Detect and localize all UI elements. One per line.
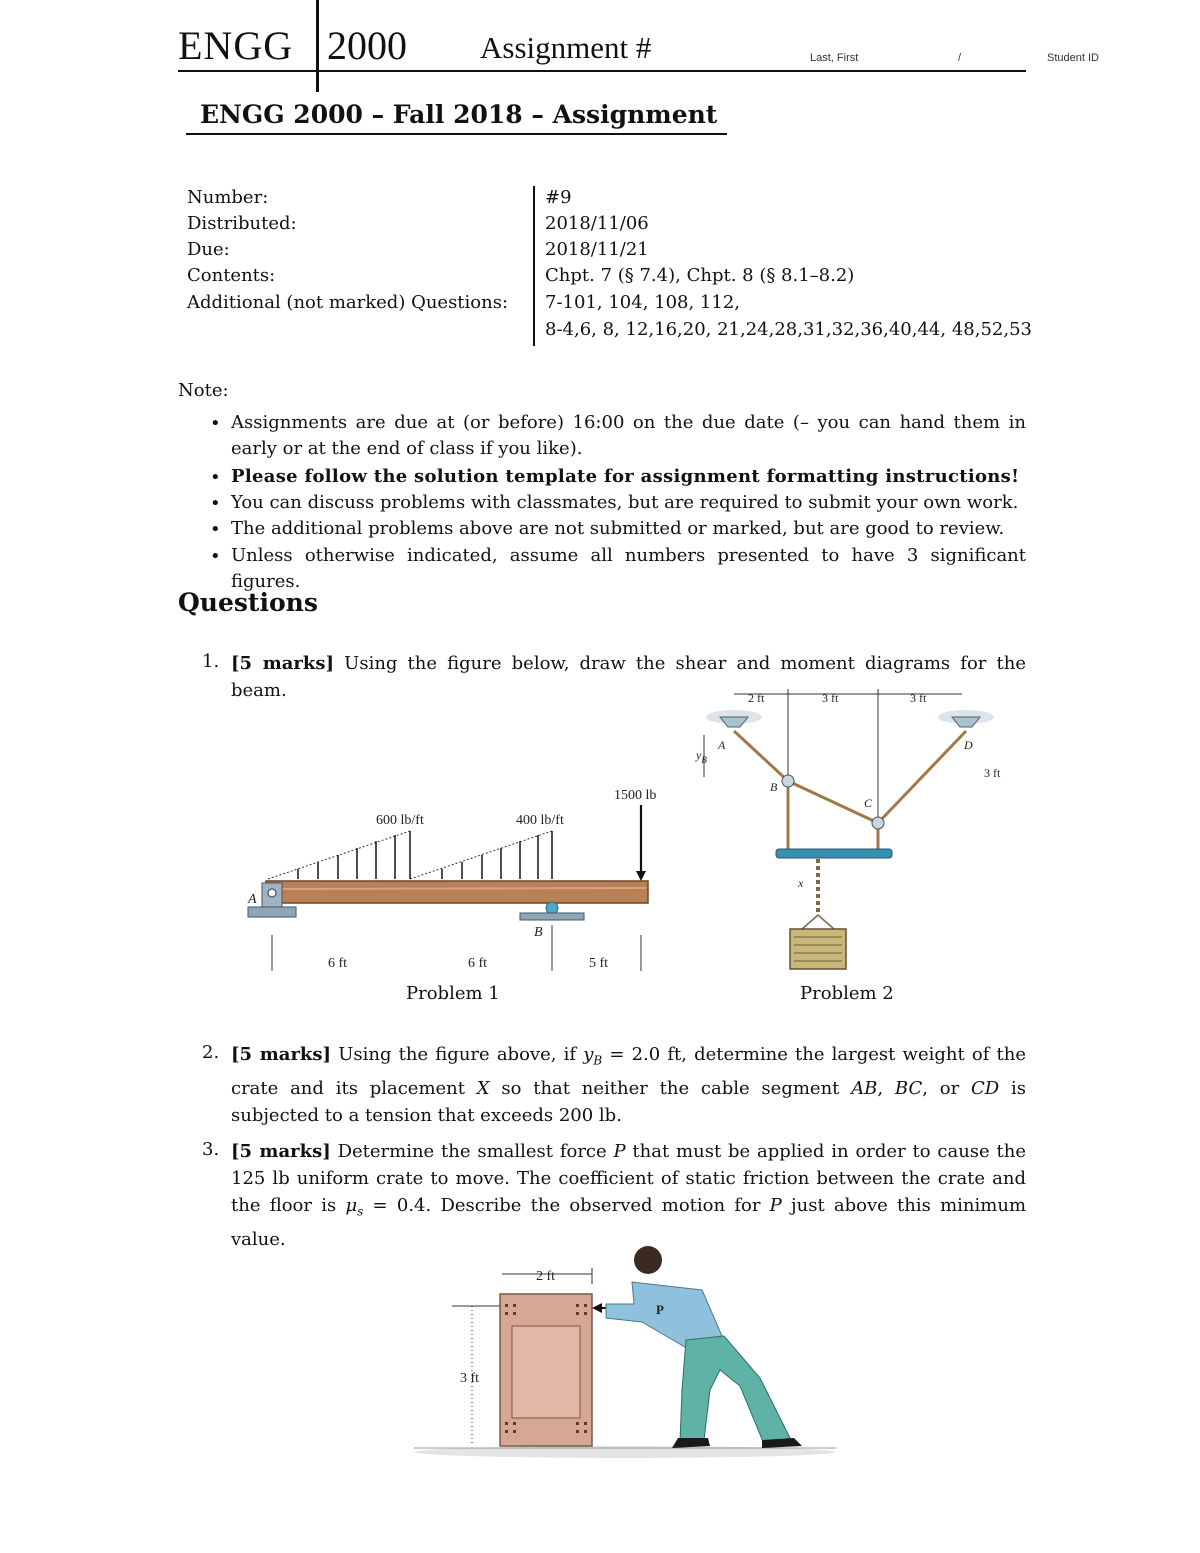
info-value: 2018/11/06 <box>545 213 649 234</box>
load-envelope-2 <box>410 831 552 879</box>
header-course: ENGG <box>178 23 294 68</box>
info-value: Chpt. 7 (§ 7.4), Chpt. 8 (§ 8.1–8.2) <box>545 265 855 286</box>
y-label: $y_B$ <box>696 748 707 765</box>
info-value: #9 <box>545 187 572 208</box>
ring-b <box>782 775 794 787</box>
question-2-text: [5 marks] Using the figure above, if $y_B = 2.0$ ft, determine the largest weight of the crate and its placement X so that neither the cable segment AB, BC, or CD is subjected to a tension that exceeds 200 lb. <box>231 1044 1026 1126</box>
header-name-field: Last, First <box>810 52 859 64</box>
header-separator: / <box>958 52 962 64</box>
dim-3-label: 5 ft <box>589 956 609 971</box>
dim-top-3: 3 ft <box>910 691 927 705</box>
point-d: D <box>964 738 973 752</box>
crate <box>790 929 846 969</box>
info-divider <box>533 186 535 346</box>
point-b: B <box>770 780 778 794</box>
figure-crate-push <box>410 1240 840 1465</box>
figure-beam <box>240 775 660 985</box>
dim-1-label: 6 ft <box>328 956 348 971</box>
info-label: Additional (not marked) Questions: <box>187 292 509 313</box>
support-b-label: B <box>534 925 543 940</box>
bullet-icon: • <box>210 493 221 514</box>
header-divider <box>316 0 319 92</box>
dim-top-2: 3 ft <box>822 691 839 705</box>
document-title: ENGG 2000 – Fall 2018 – Assignment <box>200 100 718 129</box>
info-label: Distributed: <box>187 213 297 234</box>
note-label: Note: <box>178 380 229 401</box>
load-envelope-1 <box>268 831 410 879</box>
note-item: Please follow the solution template for assignment formatting instructions! <box>231 466 1020 487</box>
header-course-number: 2000 <box>327 23 407 68</box>
load-1-label: 600 lb/ft <box>376 813 424 828</box>
question-marks: [5 marks] <box>231 1141 331 1162</box>
info-label: Contents: <box>187 265 276 286</box>
force-label: P <box>656 1302 664 1317</box>
question-marks: [5 marks] <box>231 653 335 674</box>
info-label: Number: <box>187 187 269 208</box>
bullet-icon: • <box>210 519 221 540</box>
support-a-base <box>248 907 296 917</box>
question-number: 1. <box>202 651 220 672</box>
note-item: The additional problems above are not submitted or marked, but are good to review. <box>231 518 1005 539</box>
load-2-label: 400 lb/ft <box>516 813 564 828</box>
beam <box>266 881 648 903</box>
cables <box>734 731 966 851</box>
info-value: 8-4,6, 8, 12,16,20, 21,24,28,31,32,36,40,44, 48,52,53 <box>545 319 1032 340</box>
support-a-label: A <box>248 892 257 907</box>
crate-height-label: 3 ft <box>460 1371 480 1386</box>
person-pushing <box>606 1246 802 1448</box>
bullet-icon: • <box>210 546 221 567</box>
x-label: x <box>798 876 804 890</box>
top-dimensions <box>734 689 962 823</box>
question-marks: [5 marks] <box>231 1044 332 1065</box>
question-body: Using the figure below, draw the shear and moment diagrams for the beam. <box>231 653 1026 701</box>
suspended-bar <box>776 849 892 858</box>
question-3-text: [5 marks] Determine the smallest force P that must be applied in order to cause the 125 lb uniform crate to move. The coefficient of static friction between the crate and the floor is $\mu_s = 0.4$. Describe the observed motion for P just above this minimum value. <box>231 1141 1027 1250</box>
info-value: 2018/11/21 <box>545 239 649 260</box>
title-underline <box>186 133 727 135</box>
dim-2-label: 6 ft <box>468 956 488 971</box>
note-item: Assignments are due at (or before) 16:00 on the due date (– you can hand them in early or at the end of class if you like). <box>231 412 1026 459</box>
info-label: Due: <box>187 239 230 260</box>
point-load-label: 1500 lb <box>614 788 657 803</box>
bullet-icon: • <box>210 467 221 488</box>
crate-width-label: 2 ft <box>536 1269 556 1284</box>
distributed-load-arrows <box>298 831 552 879</box>
ring-c <box>872 817 884 829</box>
note-item: Unless otherwise indicated, assume all numbers presented to have 3 significant figures. <box>231 545 1026 592</box>
info-value: 7-101, 104, 108, 112, <box>545 292 741 313</box>
point-load-arrowhead <box>636 871 646 881</box>
figure-1-caption: Problem 1 <box>406 983 500 1004</box>
header-rule <box>178 70 1026 72</box>
section-title: Questions <box>178 588 318 617</box>
dim-top-1: 2 ft <box>748 691 765 705</box>
note-item: You can discuss problems with classmates, but are required to submit your own work. <box>231 492 1019 513</box>
point-c: C <box>864 796 873 810</box>
dim-right: 3 ft <box>984 766 1001 780</box>
header-student-id-field: Student ID <box>1047 52 1099 64</box>
header-assignment-label: Assignment # <box>480 30 652 65</box>
point-a: A <box>718 738 726 752</box>
support-b-base <box>520 913 584 920</box>
bullet-icon: • <box>210 413 221 434</box>
question-number: 2. <box>202 1042 220 1063</box>
question-number: 3. <box>202 1139 220 1160</box>
support-b-roller <box>546 902 558 914</box>
figure-2-caption: Problem 2 <box>800 983 894 1004</box>
figure-cables <box>690 683 1010 978</box>
